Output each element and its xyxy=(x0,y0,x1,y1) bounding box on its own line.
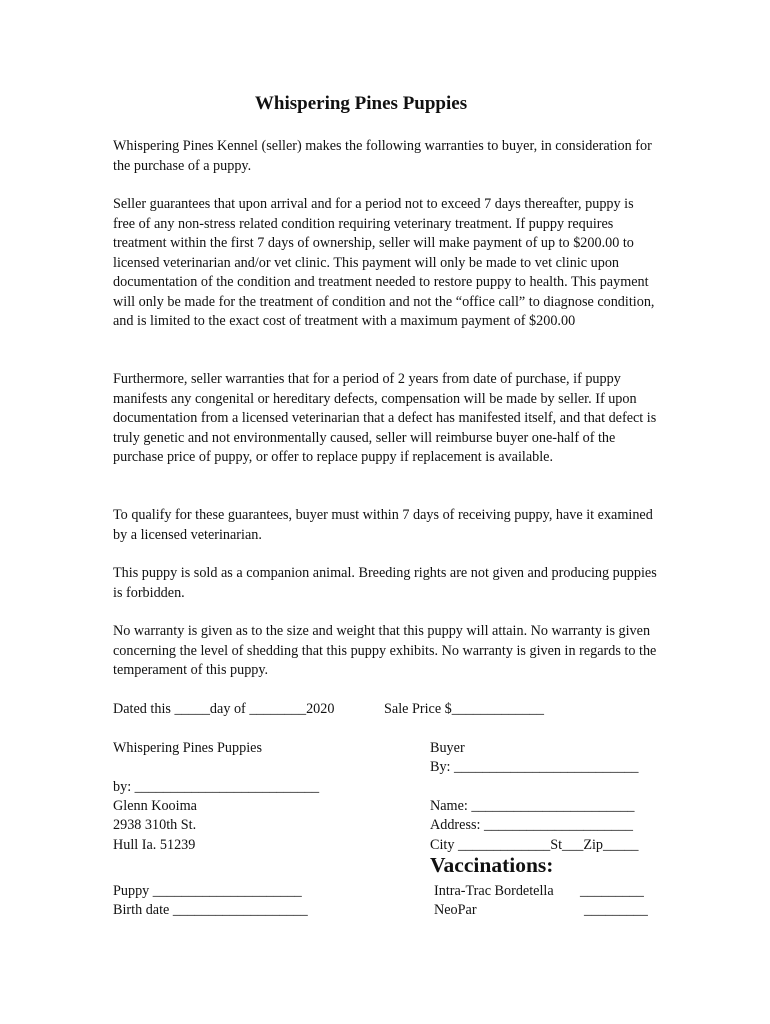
buyer-heading: Buyer xyxy=(430,740,465,756)
qualification-paragraph: To qualify for these guarantees, buyer must within 7 days of receiving puppy, have it examined by a licensed veterinarian. xyxy=(113,507,653,543)
intro-paragraph: Whispering Pines Kennel (seller) makes the following warranties to buyer, in consideration for the purchase of a puppy. xyxy=(113,138,652,174)
breeding-rights-paragraph: This puppy is sold as a companion animal. Breeding rights are not given and producing puppies is forbidden. xyxy=(113,565,657,601)
seller-contact-name: Glenn Kooima xyxy=(113,798,197,814)
buyer-city-line: City _____________St___Zip_____ xyxy=(430,837,639,853)
seller-name-heading: Whispering Pines Puppies xyxy=(113,740,262,756)
genetic-warranty-paragraph: Furthermore, seller warranties that for a period of 2 years from date of purchase, if puppy manifests any congenital or hereditary defects, compensation will be made by seller. If upon documentation from a licensed veterinarian that a defect has manifested itself, and that defect is truly genetic and not environmentally caused, seller will reimburse buyer one-half of the purchase price of puppy, or offer to replace puppy if replacement is available. xyxy=(113,371,657,465)
puppy-line: Puppy _____________________ xyxy=(113,883,302,899)
no-warranty-paragraph: No warranty is given as to the size and weight that this puppy will attain. No warranty is given concerning the level of shedding that this puppy exhibits. No warranty is given in regards to the temperament of this puppy. xyxy=(113,623,657,678)
vaccination-blank: _________ xyxy=(584,902,648,918)
vaccination-blank: _________ xyxy=(580,883,644,899)
seller-city: Hull Ia. 51239 xyxy=(113,837,196,853)
vaccinations-heading: Vaccinations: xyxy=(430,853,554,877)
dated-line: Dated this _____day of ________2020 xyxy=(113,701,335,717)
seller-street: 2938 310th St. xyxy=(113,817,197,833)
buyer-signature-line: By: __________________________ xyxy=(430,759,639,775)
sale-price-line: Sale Price $_____________ xyxy=(384,701,544,717)
birth-date-line: Birth date ___________________ xyxy=(113,902,308,918)
vaccination-name: Intra-Trac Bordetella xyxy=(434,883,554,899)
seller-signature-line: by: __________________________ xyxy=(113,779,320,795)
buyer-name-line: Name: _______________________ xyxy=(430,798,635,814)
document-title: Whispering Pines Puppies xyxy=(254,93,468,114)
vaccination-name: NeoPar xyxy=(434,902,477,918)
buyer-address-line: Address: _____________________ xyxy=(430,817,633,833)
health-guarantee-paragraph: Seller guarantees that upon arrival and for a period not to exceed 7 days thereafter, puppy is free of any non-stress related condition requiring veterinary treatment. If puppy requires treatment within the first 7 days of ownership, seller will make payment of up to $200.00 to licensed veterinarian and/or vet clinic. This payment will only be made to vet clinic upon documentation of the condition and treatment needed to restore puppy to health. This payment will only be made for the treatment of condition and not the “office call” to diagnose condition, and is limited to the exact cost of treatment with a maximum payment of $200.00 xyxy=(113,196,655,329)
